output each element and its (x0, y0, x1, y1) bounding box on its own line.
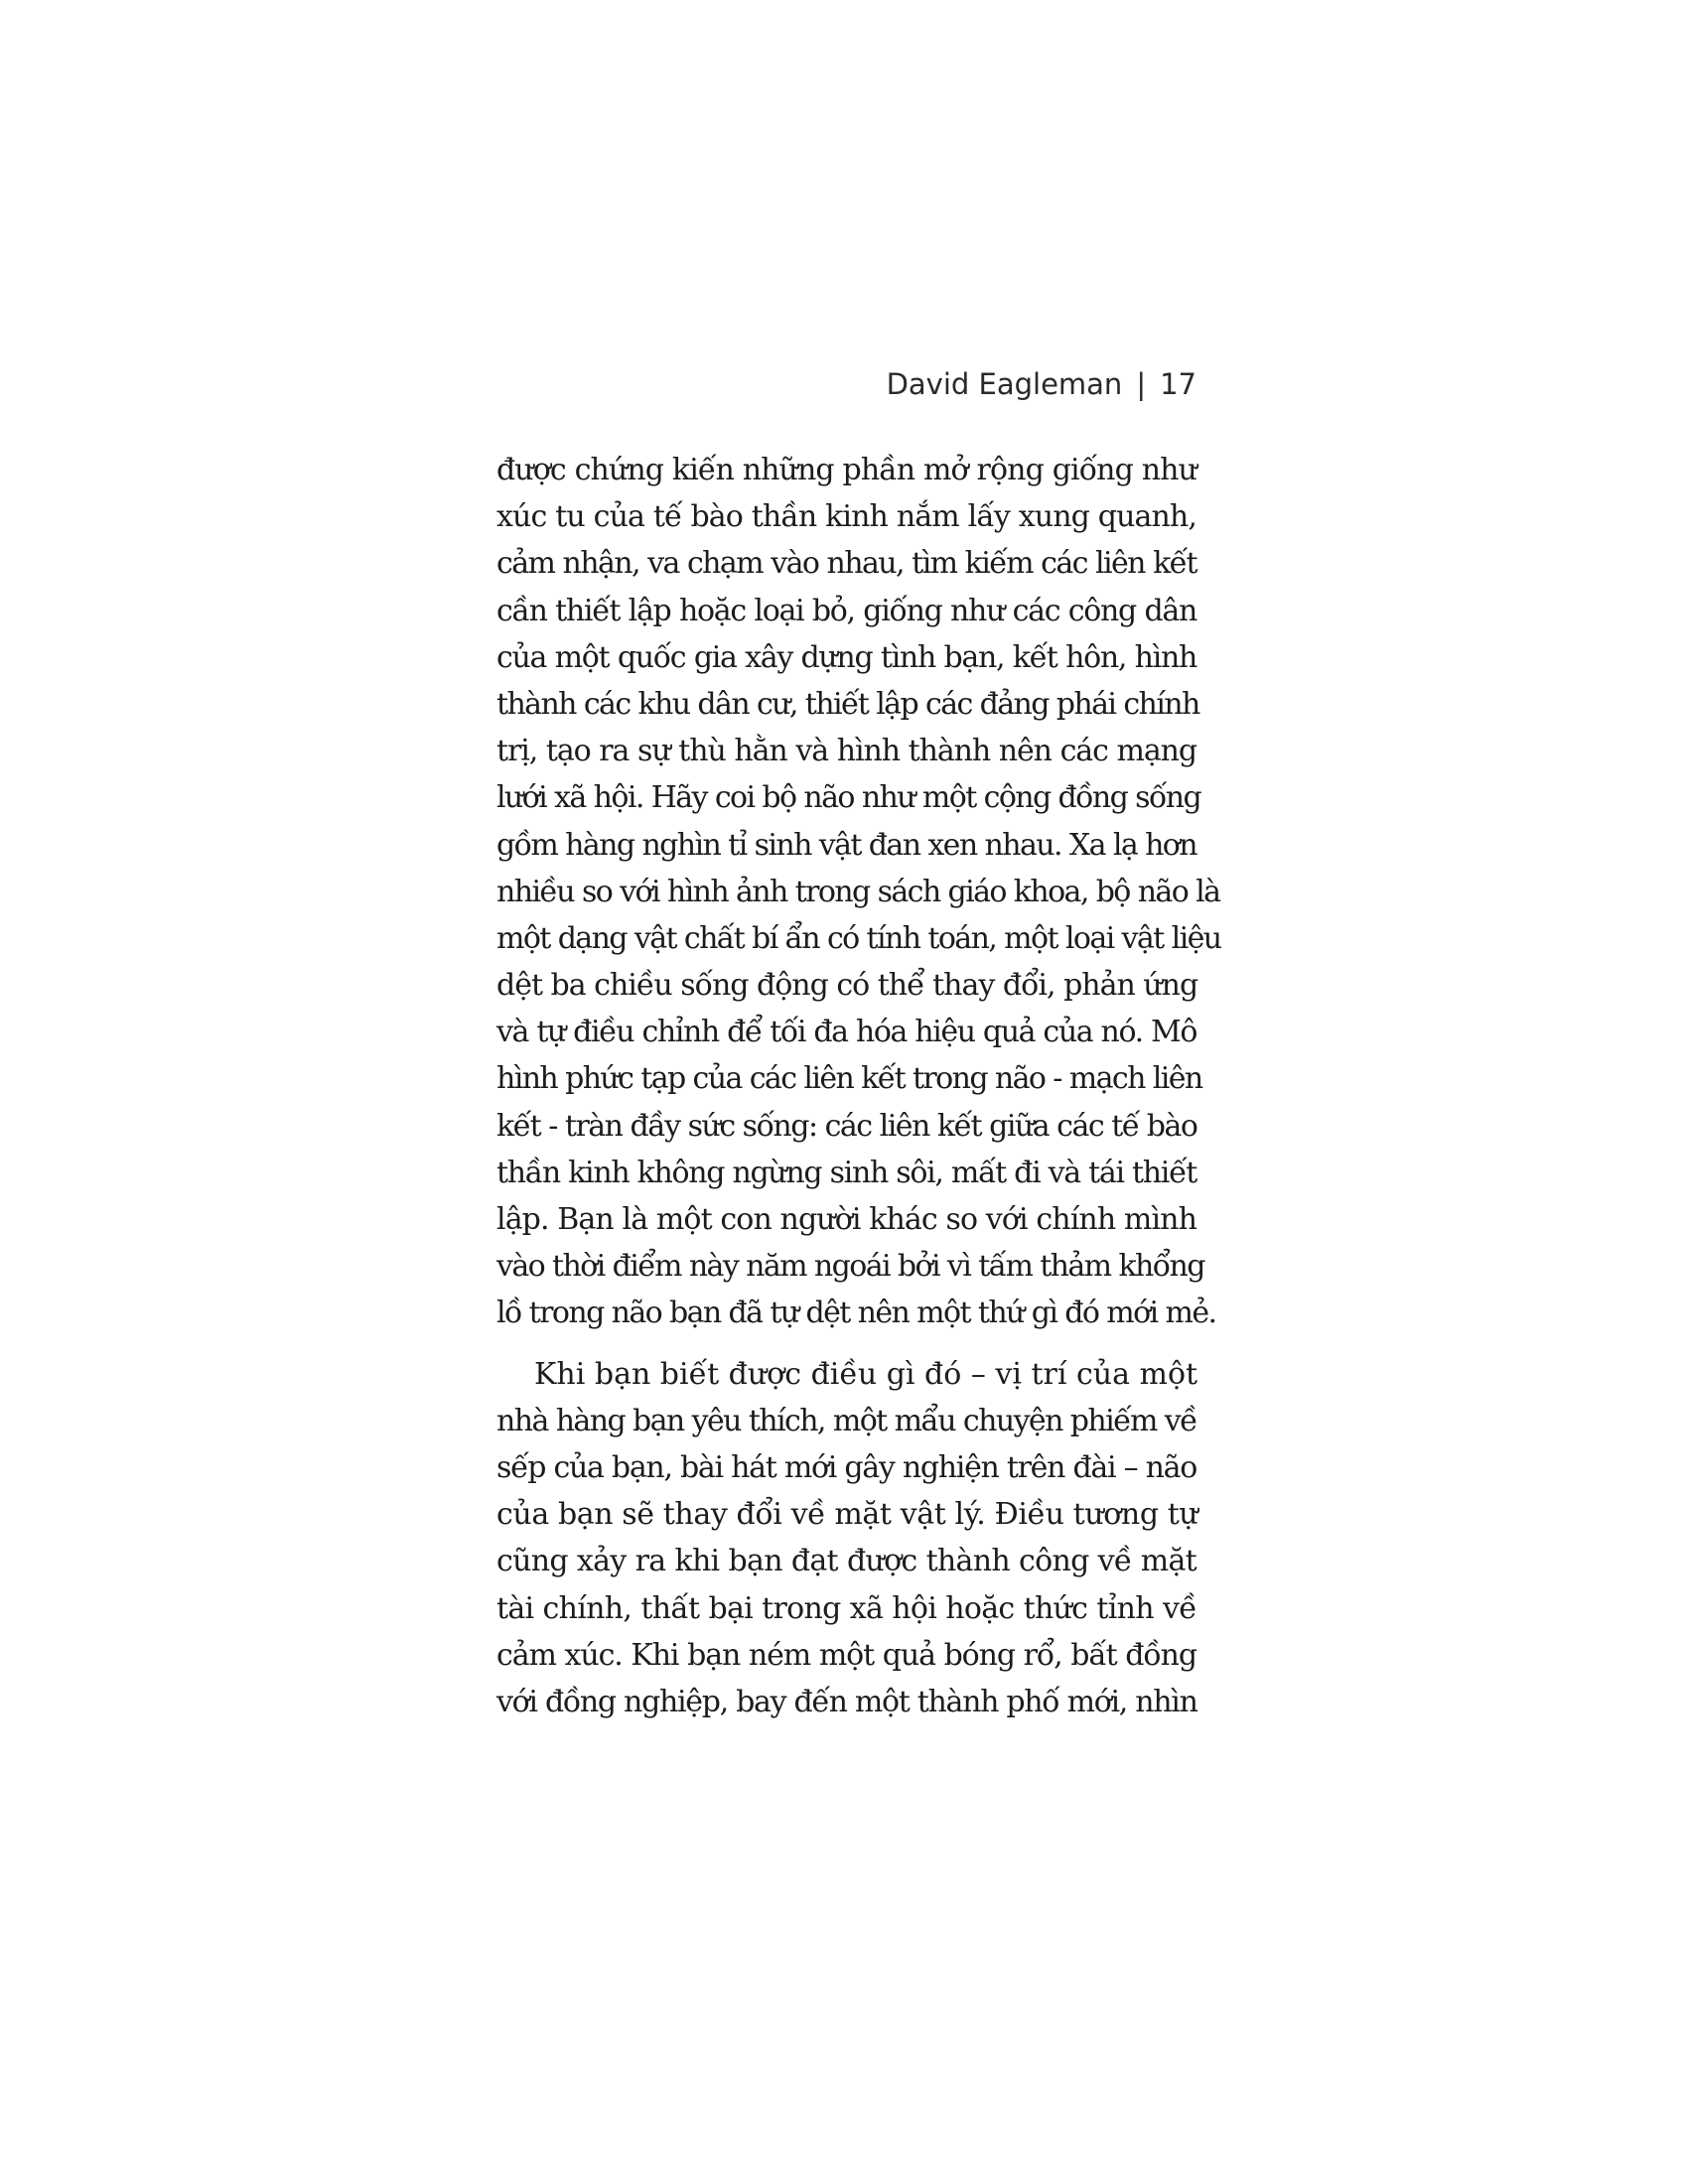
text-line: của một quốc gia xây dựng tình bạn, kết hôn, hình (496, 639, 1196, 675)
text-line: vào thời điểm này năm ngoái bởi vì tấm thảm khổng (496, 1249, 1204, 1285)
text-line: lưới xã hội. Hãy coi bộ não như một cộng đồng sống (496, 780, 1201, 816)
text-line: cảm nhận, va chạm vào nhau, tìm kiếm các liên kết (496, 546, 1196, 582)
paragraph-2 (496, 1351, 1196, 1726)
text-line: cũng xảy ra khi bạn đạt được thành công về mặt (496, 1544, 1196, 1579)
text-line: lập. Bạn là một con người khác so với chính mình (496, 1202, 1196, 1237)
text-line: cần thiết lập hoặc loại bỏ, giống như các công dân (496, 593, 1196, 628)
text-line: với đồng nghiệp, bay đến một thành phố mới, nhìn (496, 1684, 1197, 1719)
text-line: thần kinh không ngừng sinh sôi, mất đi và tái thiết (496, 1155, 1196, 1190)
header-page-number: 17 (1160, 367, 1196, 401)
paragraph-1 (496, 447, 1221, 1337)
text-line: nhà hàng bạn yêu thích, một mẩu chuyện phiếm về (496, 1403, 1196, 1438)
text-line: xúc tu của tế bào thần kinh nắm lấy xung quanh, (496, 499, 1196, 535)
text-line: của bạn sẽ thay đổi về mặt vật lý. Điều tương tự (496, 1497, 1198, 1533)
running-header (496, 367, 1196, 401)
text-line: thành các khu dân cư, thiết lập các đảng phái chính (496, 686, 1199, 722)
text-line: được chứng kiến những phần mở rộng giống như (496, 453, 1196, 487)
text-line: trị, tạo ra sự thù hằn và hình thành nên các mạng (496, 734, 1196, 769)
body-text (496, 447, 1221, 1725)
text-line: nhiều so với hình ảnh trong sách giáo khoa, bộ não là (496, 874, 1220, 909)
text-line: cảm xúc. Khi bạn ném một quả bóng rổ, bất đồng (496, 1637, 1196, 1673)
header-separator: | (1136, 367, 1147, 401)
text-line: dệt ba chiều sống động có thể thay đổi, phản ứng (496, 968, 1198, 1004)
text-line: tài chính, thất bại trong xã hội hoặc thức tỉnh về (496, 1590, 1196, 1626)
paragraph-gap (496, 1337, 1196, 1351)
text-line: và tự điều chỉnh để tối đa hóa hiệu quả của nó. Mô (496, 1015, 1196, 1050)
text-line: gồm hàng nghìn tỉ sinh vật đan xen nhau. Xa lạ hơn (496, 827, 1196, 863)
text-line: lồ trong não bạn đã tự dệt nên một thứ gì đó mới mẻ. (496, 1296, 1216, 1331)
text-line: sếp của bạn, bài hát mới gây nghiện trên đài – não (496, 1449, 1196, 1485)
header-author: David Eagleman (886, 367, 1123, 401)
text-line: kết - tràn đầy sức sống: các liên kết giữa các tế bào (496, 1108, 1197, 1144)
text-line: Khi bạn biết được điều gì đó – vị trí của một (534, 1356, 1198, 1392)
text-line: một dạng vật chất bí ẩn có tính toán, một loại vật liệu (496, 920, 1221, 956)
text-line: hình phức tạp của các liên kết trong não - mạch liên (496, 1061, 1202, 1097)
